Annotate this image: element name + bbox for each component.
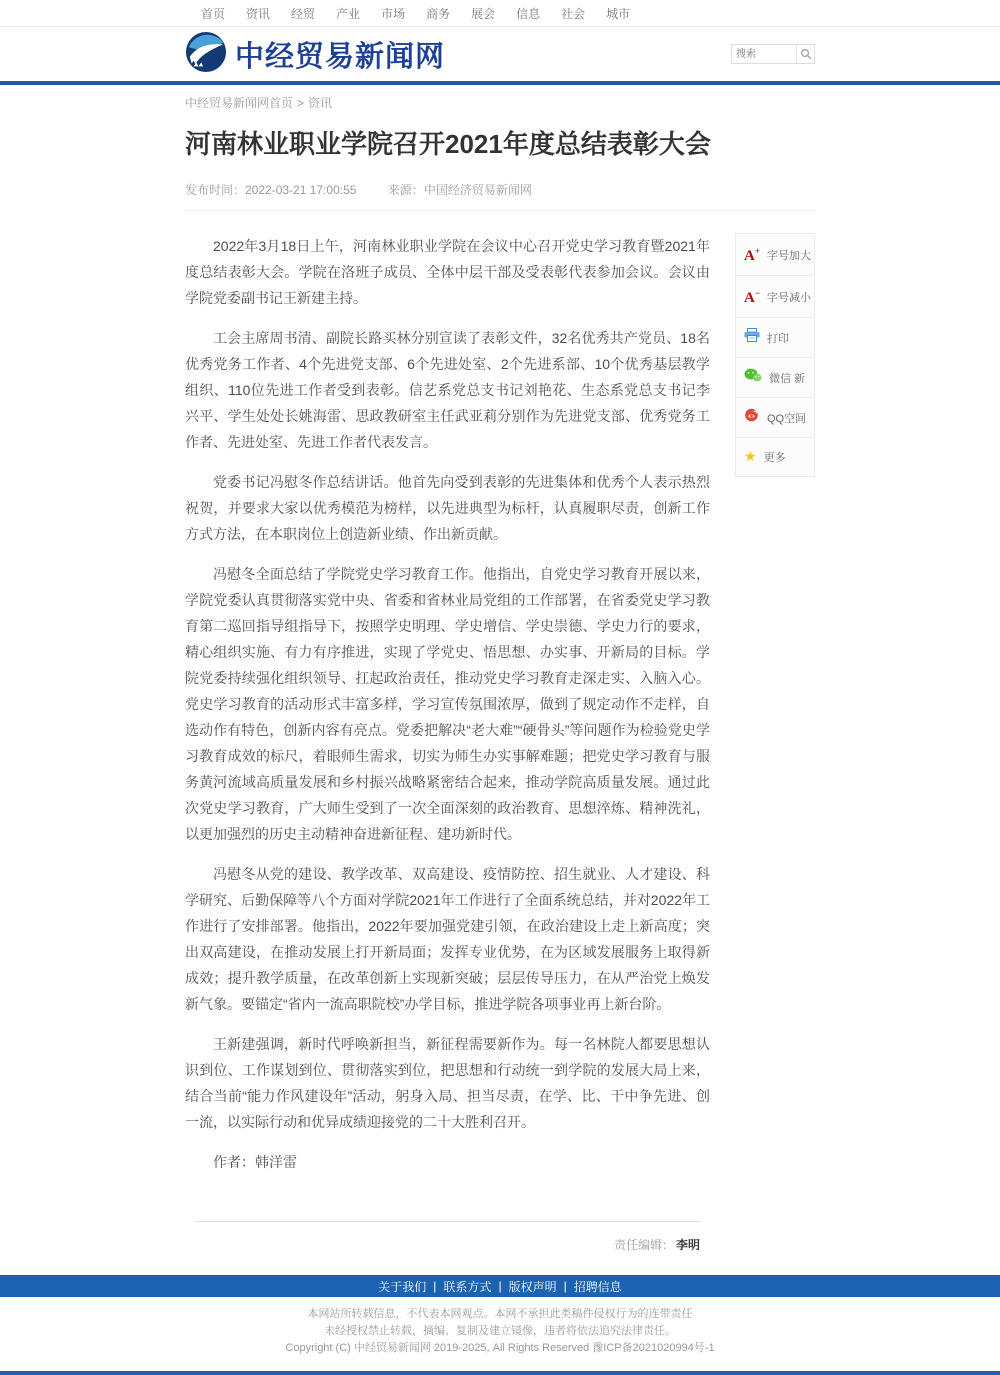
wechat-icon — [744, 368, 762, 387]
site-name: 中经贸易新闻网 — [235, 40, 446, 73]
page-footer — [0, 1275, 1000, 1375]
nav-item-6[interactable]: 商务 — [426, 6, 451, 21]
editor-name: 李明 — [675, 1238, 700, 1252]
article-paragraph: 冯慰冬从党的建设、教学改革、双高建设、疫情防控、招生就业、人才建设、科学研究、后勤保障等八个方面对学院2021年工作进行了全面系统总结，并对2022年工作进行了安排部署。他指出，2022年要加强党建引领，在政治建设上走上新高度；突出双高建设，在推动发展上打开新局面；发挥专业优势，在为区域发展服务上取得新成效；提升教学质量，在改革创新上实现新突破；层层传导压力，在从严治党上焕发新气象。要锚定“省内一流高职院校”办学目标，推进学院各项事业再上新台阶。 — [185, 866, 710, 1012]
footer-link-separator: | — [498, 1279, 502, 1293]
nav-item-1[interactable]: 首页 — [201, 6, 226, 21]
print-icon — [744, 328, 760, 347]
nav-item-5[interactable]: 市场 — [381, 6, 406, 21]
main-nav — [185, 0, 815, 26]
share-item-label: 打印 — [767, 332, 789, 345]
article-body — [185, 233, 710, 1253]
share-item-label: 微信 新 — [769, 372, 806, 385]
article-paragraph: 2022年3月18日上午，河南林业职业学院在会议中心召开党史学习教育暨2021年度总结表彰大会。学院在洛班子成员、全体中层干部及受表彰代表参加会议。会议由学院党委副书记王新建主持。 — [185, 238, 710, 306]
share-item-QQ空间[interactable] — [736, 398, 814, 438]
page-title: 河南林业职业学院召开2021年度总结表彰大会 — [185, 129, 711, 159]
breadcrumb — [185, 85, 815, 115]
share-item-打印[interactable] — [736, 318, 814, 358]
site-header — [0, 27, 1000, 81]
article-paragraph: 党委书记冯慰冬作总结讲话。他首先向受到表彰的先进集体和优秀个人表示热烈祝贺，并要求大家以优秀模范为榜样，以先进典型为标杆，认真履职尽责，创新工作方式方法，在本职岗位上创造新业绩、作出新贡献。 — [185, 474, 710, 542]
article-paragraph: 作者：韩洋雷 — [213, 1154, 297, 1170]
share-item-微信 新[interactable] — [736, 358, 814, 398]
breadcrumb-current-link[interactable]: 资讯 — [308, 96, 333, 110]
share-item-label: 更多 — [763, 452, 786, 464]
footer-link-separator: | — [563, 1279, 567, 1293]
site-logo[interactable] — [185, 31, 445, 78]
editor-line — [185, 1236, 700, 1253]
weibo-icon — [744, 408, 760, 427]
footer-link-3[interactable]: 版权声明 — [508, 1279, 557, 1294]
font-decrease-icon: A− — [744, 288, 760, 306]
nav-item-2[interactable]: 资讯 — [246, 6, 271, 21]
font-increase-icon: A+ — [744, 246, 760, 264]
footer-link-2[interactable]: 联系方式 — [443, 1279, 492, 1294]
nav-item-10[interactable]: 城市 — [606, 6, 631, 21]
nav-item-7[interactable]: 展会 — [471, 6, 496, 21]
share-item-label: QQ空间 — [767, 412, 807, 425]
publish-time: 发布时间：2022-03-21 17:00:55 — [185, 183, 357, 197]
search-box — [731, 44, 815, 64]
search-icon[interactable] — [796, 45, 814, 63]
breadcrumb-separator: > — [297, 96, 305, 110]
breadcrumb-home-link[interactable]: 中经贸易新闻网首页 — [185, 96, 294, 110]
logo-eagle-icon — [185, 31, 227, 78]
footer-nav — [0, 1275, 1000, 1297]
share-toolbar — [735, 233, 815, 477]
editor-label: 责任编辑： — [613, 1238, 674, 1252]
star-icon: ★ — [744, 448, 757, 464]
article-meta — [185, 181, 815, 211]
top-nav-bar — [0, 0, 1000, 27]
footer-link-1[interactable]: 关于我们 — [378, 1279, 427, 1294]
footer-accent-bar — [0, 1371, 1000, 1375]
share-item-label: 字号减小 — [766, 291, 811, 304]
footer-text-line-3: Copyright (C) 中经贸易新闻网 2019-2025, All Rights Reserved 豫ICP备2021020994号-1 — [285, 1342, 715, 1354]
share-item-字号加大[interactable] — [736, 234, 814, 276]
nav-item-8[interactable]: 信息 — [516, 6, 541, 21]
article-paragraph: 工会主席周书清、副院长路买林分别宣读了表彰文件，32名优秀共产党员、18名优秀党务工作者、4个先进党支部、6个先进处室、2个先进系部、10个优秀基层教学组织、110位先进工作者受到表彰。信艺系党总支书记刘艳花、生态系党总支书记李兴平、学生处处长姚海雷、思政教研室主任武亚莉分别作为先进党支部、优秀党务工作者、先进处室、先进工作者代表发言。 — [185, 330, 710, 450]
article-paragraph: 王新建强调，新时代呼唤新担当，新征程需要新作为。每一名林院人都要思想认识到位、工作谋划到位、贯彻落实到位，把思想和行动统一到学院的发展大局上来，结合当前“能力作风建设年”活动，躬身入局、担当尽责，在学、比、干中争先进、创一流，以实际行动和优异成绩迎接党的二十大胜利召开。 — [185, 1036, 710, 1130]
share-item-字号减小[interactable] — [736, 276, 814, 318]
footer-link-separator: | — [433, 1279, 437, 1293]
search-input[interactable] — [732, 46, 796, 62]
article-source: 来源：中国经济贸易新闻网 — [387, 183, 532, 197]
footer-link-4[interactable]: 招聘信息 — [573, 1279, 622, 1294]
article-paragraph: 冯慰冬全面总结了学院党史学习教育工作。他指出，自党史学习教育开展以来，学院党委认真贯彻落实党中央、省委和省林业局党组的工作部署，在省委党史学习教育第二巡回指导组指导下，按照学史明理、学史增信、学史崇德、学史力行的要求，精心组织实施、有力有序推进，实现了学党史、悟思想、办实事、开新局的目标。学院党委持续强化组织领导、扛起政治责任，推动党史学习教育走深走实、入脑入心。党史学习教育的活动形式丰富多样，学习宣传氛围浓厚，做到了规定动作不走样，自选动作有特色，创新内容有亮点。党委把解决“老大难”“硬骨头”等问题作为检验党史学习教育成效的标尺，着眼师生需求，切实为师生办实事解难题；把党史学习教育与服务黄河流域高质量发展和乡村振兴战略紧密结合起来，推动学院高质量发展。通过此次党史学习教育，广大师生受到了一次全面深刻的政治教育、思想淬炼、精神洗礼，以更加强烈的历史主动精神奋进新征程、建功新时代。 — [185, 566, 710, 842]
footer-text-line-1: 本网站所转载信息，不代表本网观点。本网不承担此类稿件侵权行为的连带责任 — [307, 1308, 693, 1320]
nav-item-4[interactable]: 产业 — [336, 6, 361, 21]
share-item-label: 字号加大 — [766, 249, 811, 262]
article-divider — [195, 1221, 700, 1222]
footer-info — [0, 1297, 1000, 1369]
share-item-更多[interactable] — [736, 438, 814, 476]
nav-item-9[interactable]: 社会 — [561, 6, 586, 21]
nav-item-3[interactable]: 经贸 — [291, 6, 316, 21]
footer-text-line-2: 未经授权禁止转载、摘编、复制及建立镜像，违者将依法追究法律责任。 — [324, 1325, 676, 1337]
